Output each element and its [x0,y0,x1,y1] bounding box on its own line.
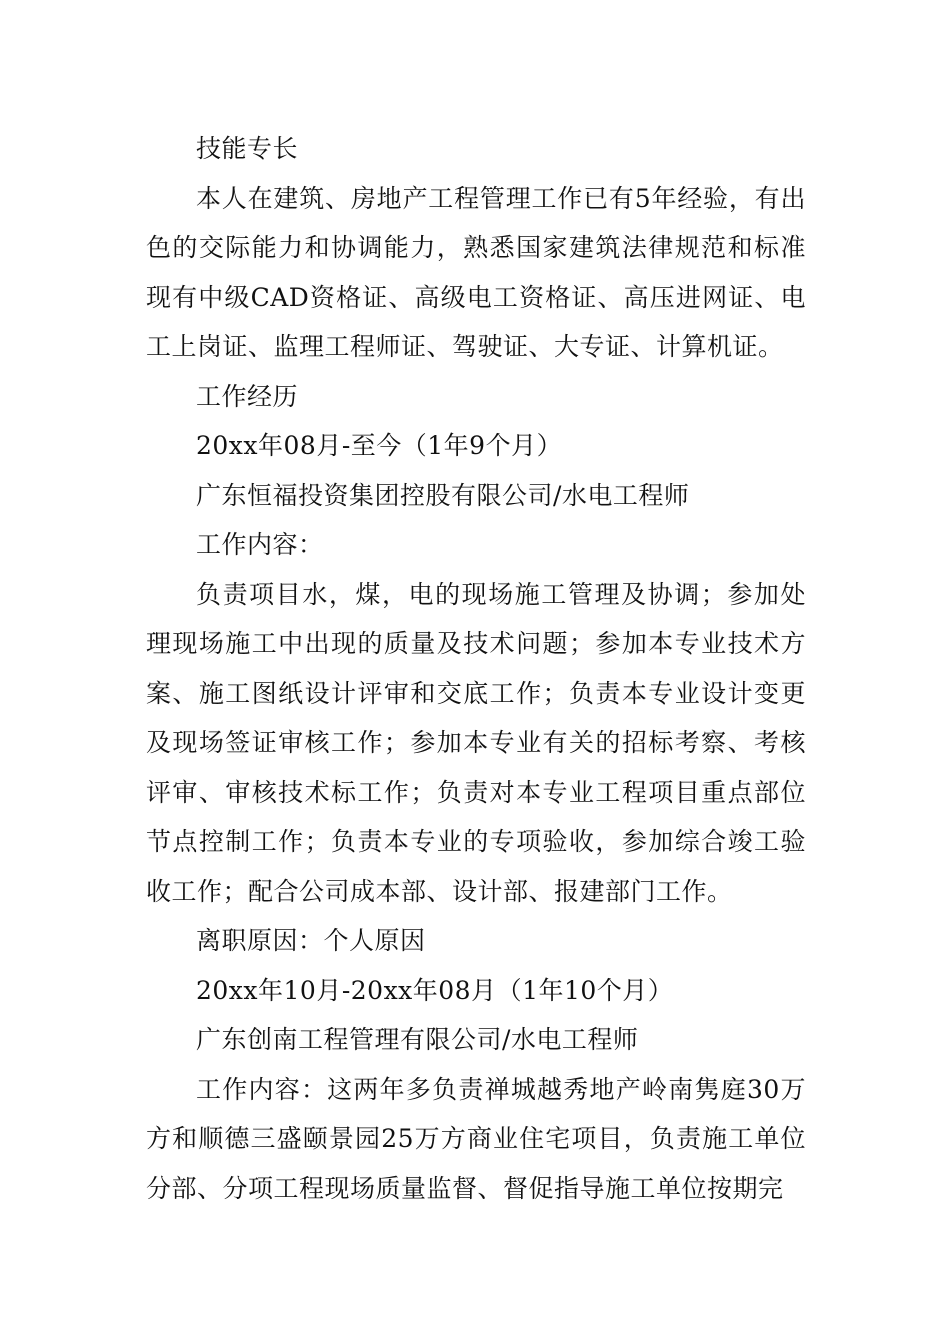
skills-paragraph: 本人在建筑、房地产工程管理工作已有5年经验，有出色的交际能力和协调能力，熟悉国家建筑法律规范和标准现有中级CAD资格证、高级电工资格证、高压进网证、电工上岗证、监理工程师证、驾驶证、大专证、计算机证。 [146,183,806,361]
job1-company-title: 广东恒福投资集团控股有限公司/水电工程师 [196,480,690,510]
section-heading-skills: 技能专长 [196,134,299,163]
job2-company-title: 广东创南工程管理有限公司/水电工程师 [196,1025,639,1054]
job1-leave-reason: 离职原因：个人原因 [196,926,426,955]
job1-period: 20xx年08月-至今（1年9个月） [196,431,563,460]
job1-content-label: 工作内容： [196,530,324,559]
job2-content: 工作内容：这两年多负责禅城越秀地产岭南隽庭30万方和顺德三盛颐景园25万方商业住宅项目，负责施工单位分部、分项工程现场质量监督、督促指导施工单位按期完 [146,1074,806,1203]
job2-period: 20xx年10月-20xx年08月（1年10个月） [196,975,674,1005]
job1-content: 负责项目水，煤，电的现场施工管理及协调；参加处理现场施工中出现的质量及技术问题；参加本专业技术方案、施工图纸设计评审和交底工作；负责本专业设计变更及现场签证审核工作；参加本专业有关的招标考察、考核评审、审核技术标工作；负责对本专业工程项目重点部位节点控制工作；负责本专业的专项验收，参加综合竣工验收工作；配合公司成本部、设计部、报建部门工作。 [146,579,806,906]
section-heading-experience: 工作经历 [196,381,299,411]
document-page [146,124,806,1213]
